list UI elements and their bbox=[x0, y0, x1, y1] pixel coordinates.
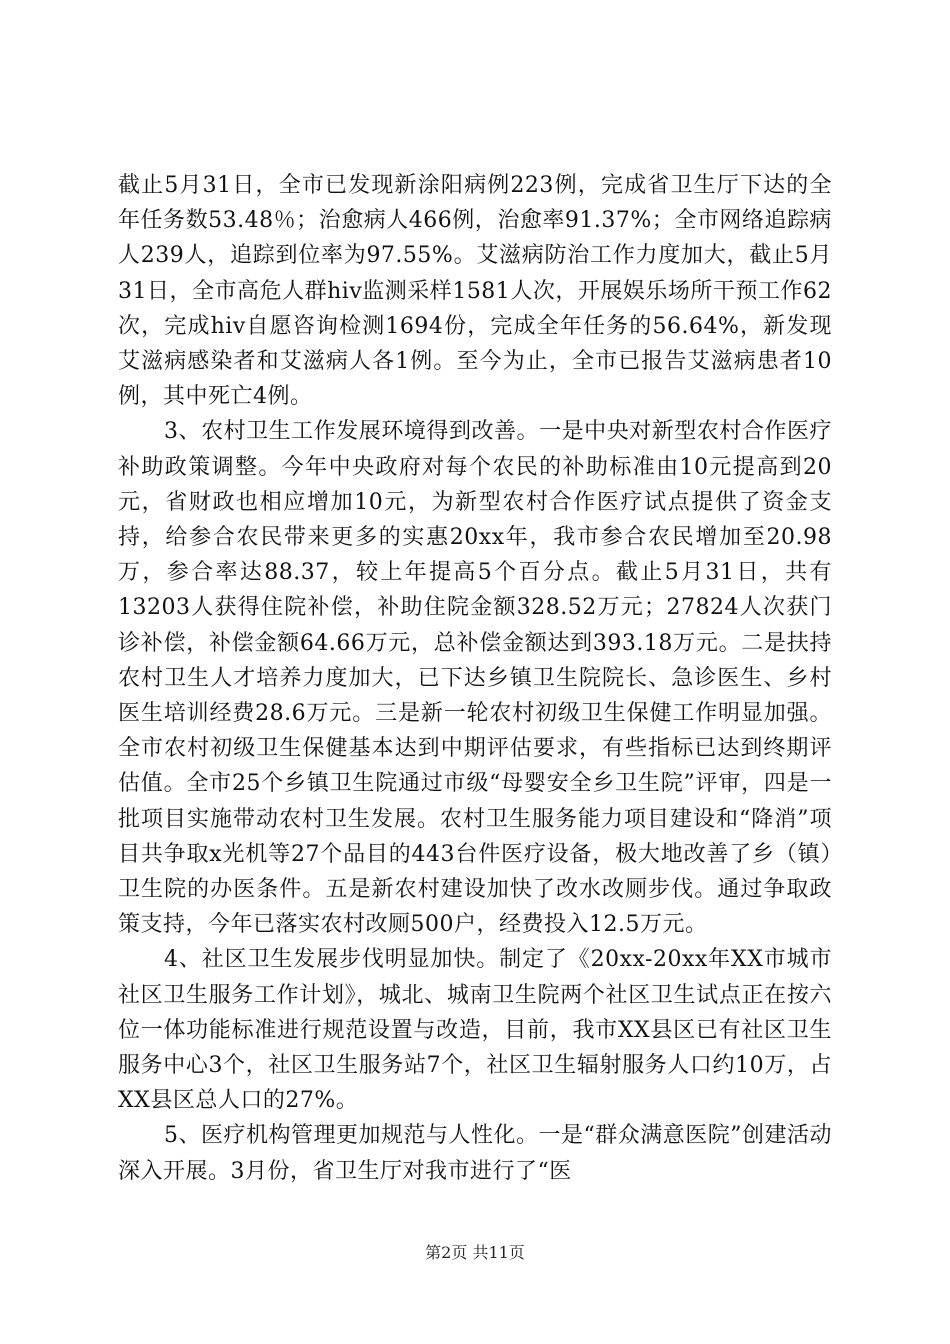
page-number: 第2页 共11页 bbox=[425, 1243, 525, 1262]
paragraph-medical-institution-management: 5、医疗机构管理更加规范与人性化。一是“群众满意医院”创建活动深入开展。3月份，省卫生厅对我市进行了“医 bbox=[118, 1123, 832, 1184]
paragraph-tb-aids-statistics: 截止5月31日，全市已发现新涂阳病例223例，完成省卫生厅下达的全年任务数53.48％；治愈病人466例，治愈率91.37%；全市网络追踪病人239人，追踪到位率为97.55%。艾滋病防治工作力度加大，截止5月31日，全市高危人群hiv监测采样1581人次，开展娱乐场所干预工作62次，完成hiv自愿咨询检测1694份，完成全年任务的56.64%，新发现艾滋病感染者和艾滋病人各1例。至今为止，全市已报告艾滋病患者10例，其中死亡4例。 bbox=[118, 173, 832, 410]
document-body bbox=[118, 168, 832, 1189]
page-footer bbox=[0, 1240, 950, 1263]
paragraph-rural-health: 3、农村卫生工作发展环境得到改善。一是中央对新型农村合作医疗补助政策调整。今年中央政府对每个农民的补助标准由10元提高到20元，省财政也相应增加10元，为新型农村合作医疗试点提供了资金支持，给参合农民带来更多的实惠20xx年，我市参合农民增加至20.98万，参合率达88.37，较上年提高5个百分点。截止5月31日，共有13203人获得住院补偿，补助住院金额328.52万元；27824人次获门诊补偿，补偿金额64.66万元，总补偿金额达到393.18万元。二是扶持农村卫生人才培养力度加大，已下达乡镇卫生院院长、急诊医生、乡村医生培训经费28.6万元。三是新一轮农村初级卫生保健工作明显加强。全市农村初级卫生保健基本达到中期评估要求，有些指标已达到终期评估值。全市25个乡镇卫生院通过市级“母婴安全乡卫生院”评审，四是一批项目实施带动农村卫生发展。农村卫生服务能力项目建设和“降消”项目共争取x光机等27个品目的443台件医疗设备，极大地改善了乡（镇）卫生院的办医条件。五是新农村建设加快了改水改厕步伐。通过争取政策支持，今年已落实农村改厕500户，经费投入12.5万元。 bbox=[118, 419, 832, 938]
paragraph-community-health: 4、社区卫生发展步伐明显加快。制定了《20xx-20xx年XX市城市社区卫生服务工作计划》，城北、城南卫生院两个社区卫生试点正在按六位一体功能标准进行规范设置与改造，目前，我市XX县区已有社区卫生服务中心3个，社区卫生服务站7个，社区卫生辐射服务人口约10万，占XX县区总人口的27%。 bbox=[118, 947, 832, 1114]
